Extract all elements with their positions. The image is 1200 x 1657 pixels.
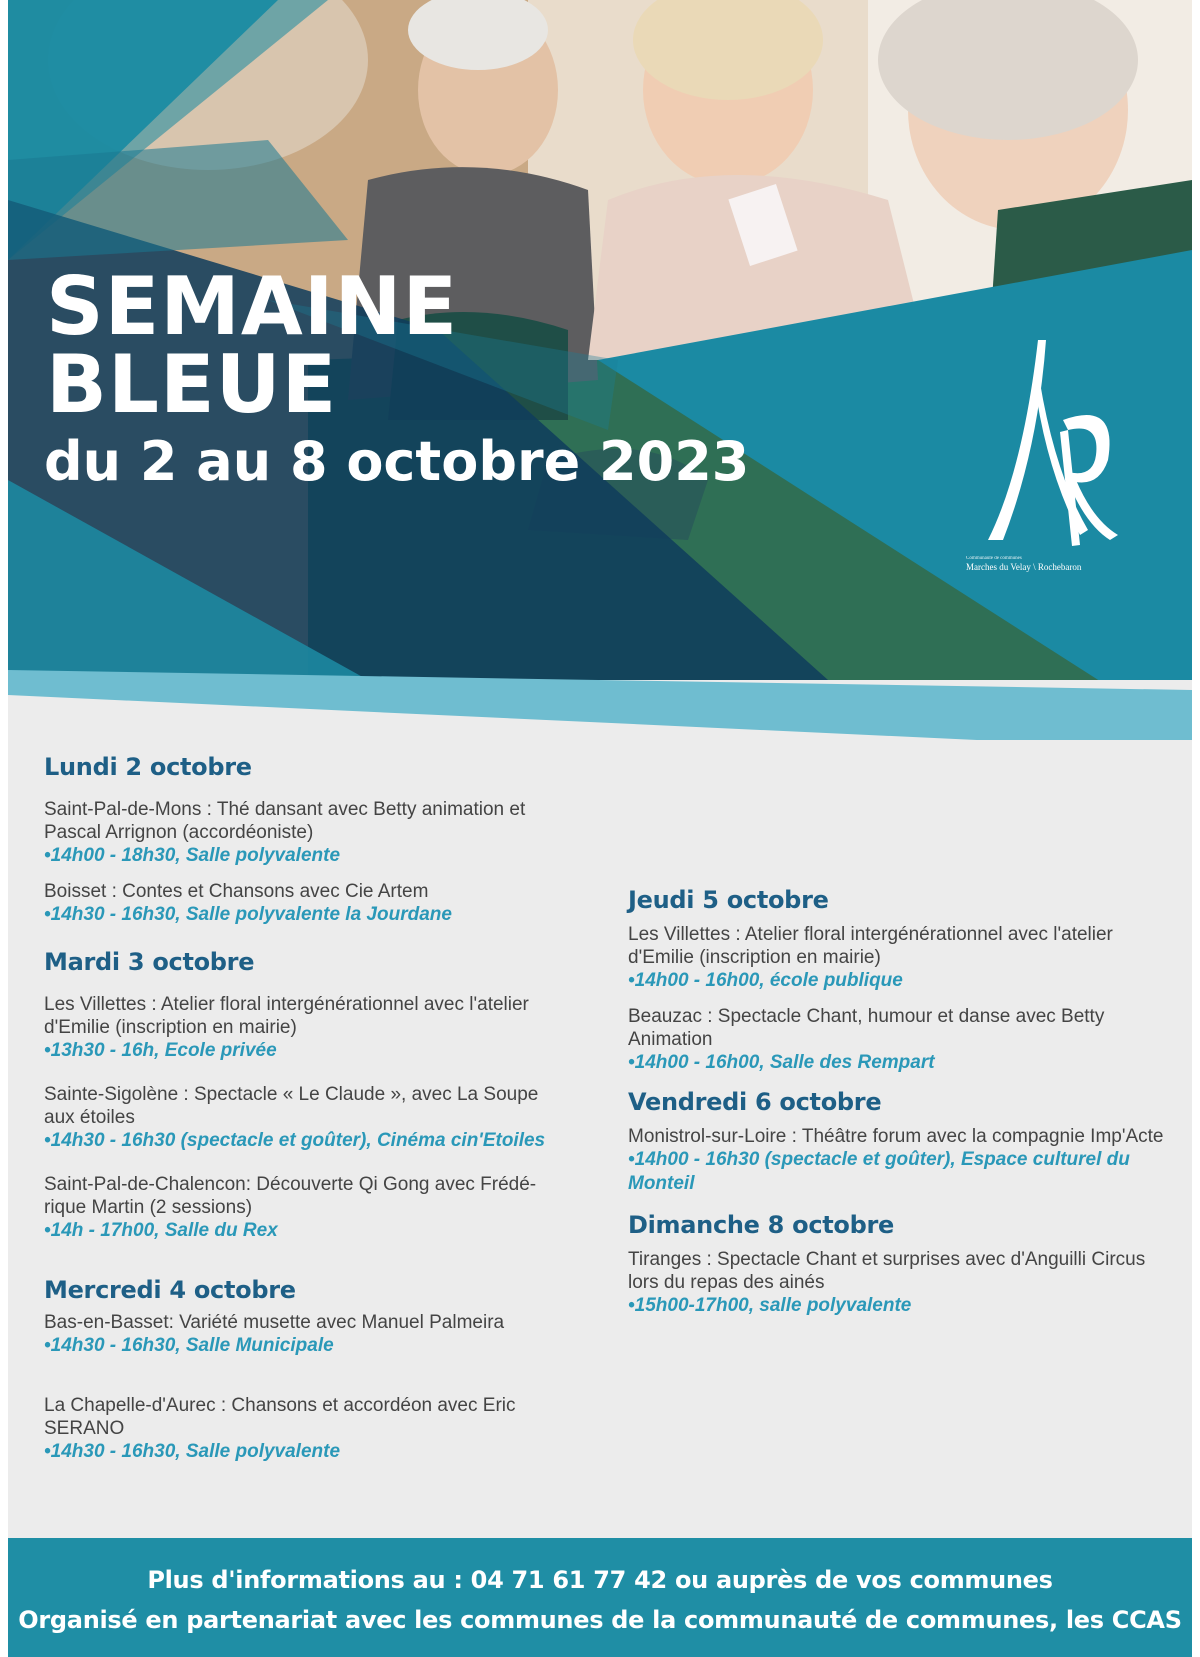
- event-item: [628, 923, 1168, 993]
- event-description: Saint-Pal-de-Mons : Thé dansant avec Betty animation et Pascal Arrignon (accordéoniste): [44, 799, 526, 843]
- event-item: [44, 1173, 564, 1243]
- event-time: •14h00 - 16h30 (spectacle et goûter), Espace culturel du Monteil: [628, 1149, 1130, 1194]
- event-item: [44, 798, 564, 868]
- logo-caption: [966, 556, 1126, 573]
- event-description: Boisset : Contes et Chansons avec Cie Artem: [44, 881, 429, 902]
- event-time: •14h - 17h00, Salle du Rex: [44, 1220, 278, 1241]
- event-description: Tiranges : Spectacle Chant et surprises avec d'Anguilli Circus lors du repas des ainés: [628, 1249, 1146, 1293]
- event-time: •14h00 - 16h00, Salle des Rempart: [628, 1052, 935, 1073]
- logo-caption-small: Communauté de communes: [966, 556, 1022, 561]
- event-time: •14h30 - 16h30 (spectacle et goûter), Cinéma cin'Etoiles: [44, 1130, 546, 1151]
- event-item: [628, 1005, 1168, 1075]
- event-item: [628, 1248, 1168, 1318]
- event-dates: du 2 au 8 octobre 2023: [44, 430, 750, 493]
- event-time: •15h00-17h00, salle polyvalente: [628, 1295, 912, 1316]
- event-time: •13h30 - 16h, Ecole privée: [44, 1040, 277, 1061]
- hero-banner: [8, 0, 1192, 740]
- poster-title: [46, 260, 459, 431]
- logo-caption-second: Rochebaron: [1037, 562, 1082, 572]
- day-block: [628, 1210, 1168, 1318]
- event-time: •14h30 - 16h30, Salle polyvalente: [44, 1441, 341, 1462]
- day-title: Dimanche 8 octobre: [628, 1211, 895, 1239]
- event-description: Saint-Pal-de-Chalencon: Découverte Qi Gong avec Frédé-rique Martin (2 sessions): [44, 1174, 537, 1218]
- event-item: [44, 880, 564, 927]
- event-item: [44, 1083, 564, 1153]
- footer-banner: [8, 1538, 1192, 1657]
- event-description: Monistrol-sur-Loire : Théâtre forum avec la compagnie Imp'Acte: [628, 1126, 1164, 1147]
- day-title: Jeudi 5 octobre: [628, 886, 829, 914]
- event-description: Beauzac : Spectacle Chant, humour et danse avec Betty Animation: [628, 1006, 1105, 1050]
- day-title: Lundi 2 octobre: [44, 753, 252, 781]
- day-block: [628, 885, 1168, 1075]
- event-time: •14h00 - 18h30, Salle polyvalente: [44, 845, 341, 866]
- program-right-column: [628, 885, 1168, 1330]
- poster: [8, 0, 1192, 1657]
- event-description: Les Villettes : Atelier floral intergénérationnel avec l'atelier d'Emilie (inscription en mairie): [44, 994, 529, 1038]
- event-description: Sainte-Sigolène : Spectacle « Le Claude », avec La Soupe aux étoiles: [44, 1084, 539, 1128]
- footer-info-line: Plus d'informations au : 04 71 61 77 42 ou auprès de vos communes: [147, 1566, 1053, 1594]
- event-item: [628, 1125, 1168, 1196]
- event-description: Les Villettes : Atelier floral intergénérationnel avec l'atelier d'Emilie (inscription en mairie): [628, 924, 1113, 968]
- mr-logo-icon: [968, 330, 1138, 580]
- event-time: •14h00 - 16h00, école publique: [628, 970, 903, 991]
- logo-caption-separator: \: [1033, 562, 1036, 572]
- title-line-2: BLEUE: [46, 338, 338, 431]
- day-block: [44, 752, 564, 927]
- day-title: Mercredi 4 octobre: [44, 1276, 296, 1304]
- day-block: [44, 1275, 564, 1464]
- title-line-1: SEMAINE: [46, 260, 459, 353]
- event-time: •14h30 - 16h30, Salle Municipale: [44, 1335, 334, 1356]
- day-title: Mardi 3 octobre: [44, 948, 255, 976]
- day-block: [628, 1087, 1168, 1196]
- program-left-column: [44, 752, 564, 1476]
- day-title: Vendredi 6 octobre: [628, 1088, 882, 1116]
- event-time: •14h30 - 16h30, Salle polyvalente la Jourdane: [44, 904, 452, 925]
- event-item: [44, 1394, 564, 1464]
- logo-caption-main: Marches du Velay: [966, 562, 1031, 572]
- event-item: [44, 993, 564, 1063]
- footer-partners-line: Organisé en partenariat avec les communes de la communauté de communes, les CCAS: [18, 1606, 1182, 1634]
- event-description: La Chapelle-d'Aurec : Chansons et accordéon avec Eric SERANO: [44, 1395, 516, 1439]
- event-description: Bas-en-Basset: Variété musette avec Manuel Palmeira: [44, 1312, 505, 1333]
- event-item: [44, 1311, 564, 1358]
- day-block: [44, 947, 564, 1243]
